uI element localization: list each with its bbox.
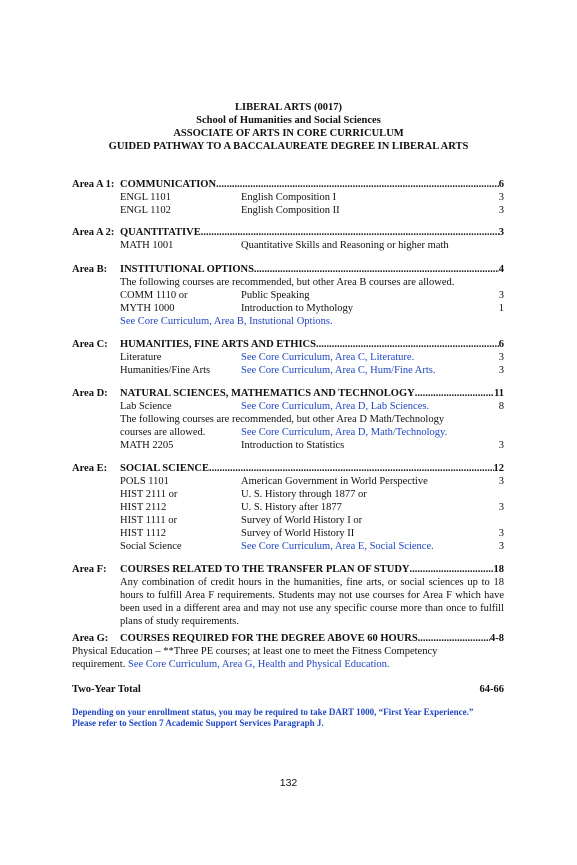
course-row xyxy=(120,540,504,553)
course-name: Introduction to Statistics xyxy=(241,440,345,451)
area-a1-label: Area A 1: xyxy=(72,179,115,190)
course-name: U. S. History after 1877 xyxy=(241,502,342,513)
course-code: MATH 2205 xyxy=(120,440,174,451)
course-code: ENGL 1102 xyxy=(120,205,171,216)
area-f-heading xyxy=(120,563,504,576)
area-a2-heading xyxy=(120,226,504,239)
two-year-total-hours: 64-66 xyxy=(479,684,504,695)
course-row xyxy=(120,239,504,252)
course-code: HIST 1111 or xyxy=(120,515,177,526)
course-code: COMM 1110 or xyxy=(120,290,188,301)
core-curriculum-link[interactable]: See Core Curriculum, Area E, Social Science. xyxy=(241,541,434,552)
course-row xyxy=(120,400,504,413)
course-hours: 3 xyxy=(498,541,504,552)
area-e-hours: 12 xyxy=(493,463,504,474)
area-d-label: Area D: xyxy=(72,388,108,399)
course-code: Social Science xyxy=(120,541,182,552)
course-name: English Composition I xyxy=(241,192,337,203)
area-b-heading xyxy=(120,263,504,276)
area-c-hours: 6 xyxy=(498,339,504,350)
course-row xyxy=(120,351,504,364)
course-code: HIST 1112 xyxy=(120,528,166,539)
area-a1-hours: 6 xyxy=(498,179,504,190)
area-b-core-link[interactable]: See Core Curriculum, Area B, Instutional Options. xyxy=(120,316,333,327)
area-g-text: Physical Education – **Three PE courses; at least one to meet the Fitness Competency xyxy=(72,646,438,657)
degree-title: ASSOCIATE OF ARTS IN CORE CURRICULUM xyxy=(173,128,404,139)
area-f-description: Any combination of credit hours in the humanities, fine arts, or social sciences up to 18 hours to fulfill Area F requirements. Students may not use courses for Area F which have been used in a different area and may not use any specific course more than once to fulfill plans of study requirements. xyxy=(120,577,504,627)
course-hours: 3 xyxy=(498,352,504,363)
course-hours: 3 xyxy=(498,502,504,513)
pathway-title: GUIDED PATHWAY TO A BACCALAUREATE DEGREE IN LIBERAL ARTS xyxy=(108,141,469,152)
course-code: Literature xyxy=(120,352,162,363)
area-g-title: COURSES REQUIRED FOR THE DEGREE ABOVE 60 HOURS xyxy=(120,633,418,644)
core-curriculum-link[interactable]: See Core Curriculum, Area C, Hum/Fine Arts. xyxy=(241,365,436,376)
area-g-requirement: requirement. xyxy=(72,659,126,670)
course-row xyxy=(120,191,504,204)
course-name: Public Speaking xyxy=(241,290,310,301)
course-code: Humanities/Fine Arts xyxy=(120,365,211,376)
course-row xyxy=(120,439,504,452)
area-g-core-link[interactable]: See Core Curriculum, Area G, Health and Physical Education. xyxy=(127,659,390,670)
course-hours: 3 xyxy=(498,365,504,376)
course-hours: 1 xyxy=(498,303,504,314)
area-b-title: INSTITUTIONAL OPTIONS xyxy=(120,264,254,275)
course-name: U. S. History through 1877 or xyxy=(241,489,367,500)
dot-leader xyxy=(209,462,494,475)
dot-leader xyxy=(216,178,499,191)
area-g-hours: 4-8 xyxy=(490,633,504,644)
course-code: HIST 2112 xyxy=(120,502,167,513)
course-code: courses are allowed. xyxy=(120,427,206,438)
area-b-label: Area B: xyxy=(72,264,108,275)
dot-leader xyxy=(415,387,494,400)
course-row xyxy=(120,514,504,527)
area-a2-title: QUANTITATIVE xyxy=(120,227,201,238)
area-a1-title: COMMUNICATION xyxy=(120,179,217,190)
school-name: School of Humanities and Social Sciences xyxy=(196,115,381,126)
course-code: MYTH 1000 xyxy=(120,303,175,314)
course-row xyxy=(120,501,504,514)
course-code: POLS 1101 xyxy=(120,476,169,487)
area-e-title: SOCIAL SCIENCE xyxy=(120,463,209,474)
area-a2-hours: 3 xyxy=(498,227,504,238)
core-curriculum-link[interactable]: See Core Curriculum, Area C, Literature. xyxy=(241,352,415,363)
area-a1-heading xyxy=(120,178,504,191)
enrollment-note-reference: Please refer to Section 7 Academic Support Services Paragraph J. xyxy=(72,718,324,728)
course-hours: 3 xyxy=(498,192,504,203)
course-row xyxy=(120,289,504,302)
area-b-intro: The following courses are recommended, but other Area B courses are allowed. xyxy=(120,277,455,288)
area-d-intro: The following courses are recommended, but other Area D Math/Technology xyxy=(120,414,445,425)
course-code: HIST 2111 or xyxy=(120,489,178,500)
course-hours: 8 xyxy=(498,401,504,412)
area-d-heading xyxy=(120,387,504,400)
program-title: LIBERAL ARTS (0017) xyxy=(235,102,342,113)
course-name: Quantitative Skills and Reasoning or higher math xyxy=(241,240,449,251)
two-year-total-label: Two-Year Total xyxy=(72,684,141,695)
enrollment-note: Depending on your enrollment status, you may be required to take DART 1000, “First Year Experience.” xyxy=(72,707,474,717)
dot-leader xyxy=(254,263,499,276)
course-row xyxy=(120,426,504,439)
page-number: 132 xyxy=(279,777,298,789)
course-row xyxy=(120,204,504,217)
course-row xyxy=(120,302,504,315)
course-code: Lab Science xyxy=(120,401,172,412)
area-f-hours: 18 xyxy=(493,564,504,575)
core-curriculum-link[interactable]: See Core Curriculum, Area D, Lab Sciences. xyxy=(241,401,430,412)
course-hours: 3 xyxy=(498,476,504,487)
dot-leader xyxy=(410,563,494,576)
dot-leader xyxy=(201,226,499,239)
area-d-hours: 11 xyxy=(494,388,504,399)
area-g-text-line2 xyxy=(72,658,390,671)
course-hours: 3 xyxy=(498,205,504,216)
course-hours: 3 xyxy=(498,290,504,301)
area-f-label: Area F: xyxy=(72,564,107,575)
area-b-hours: 4 xyxy=(498,264,504,275)
core-curriculum-link[interactable]: See Core Curriculum, Area D, Math/Technology. xyxy=(241,427,448,438)
area-c-heading xyxy=(120,338,504,351)
course-hours: 3 xyxy=(498,440,504,451)
course-hours: 3 xyxy=(498,528,504,539)
area-g-heading xyxy=(120,632,504,645)
course-name: Survey of World History II xyxy=(241,528,355,539)
dot-leader xyxy=(316,338,499,351)
course-name: Introduction to Mythology xyxy=(241,303,353,314)
course-name: English Composition II xyxy=(241,205,340,216)
course-name: Survey of World History I or xyxy=(241,515,363,526)
area-a2-label: Area A 2: xyxy=(72,227,115,238)
course-row xyxy=(120,488,504,501)
area-e-heading xyxy=(120,462,504,475)
course-row xyxy=(120,475,504,488)
course-name: American Government in World Perspective xyxy=(241,476,428,487)
area-g-label: Area G: xyxy=(72,633,109,644)
area-d-title: NATURAL SCIENCES, MATHEMATICS AND TECHNOLOGY xyxy=(120,388,415,399)
course-row xyxy=(120,364,504,377)
area-e-label: Area E: xyxy=(72,463,108,474)
area-c-label: Area C: xyxy=(72,339,108,350)
area-f-title: COURSES RELATED TO THE TRANSFER PLAN OF STUDY xyxy=(120,564,410,575)
dot-leader xyxy=(418,632,490,645)
course-code: MATH 1001 xyxy=(120,240,174,251)
course-row xyxy=(120,527,504,540)
course-code: ENGL 1101 xyxy=(120,192,171,203)
area-c-title: HUMANITIES, FINE ARTS AND ETHICS xyxy=(120,339,316,350)
